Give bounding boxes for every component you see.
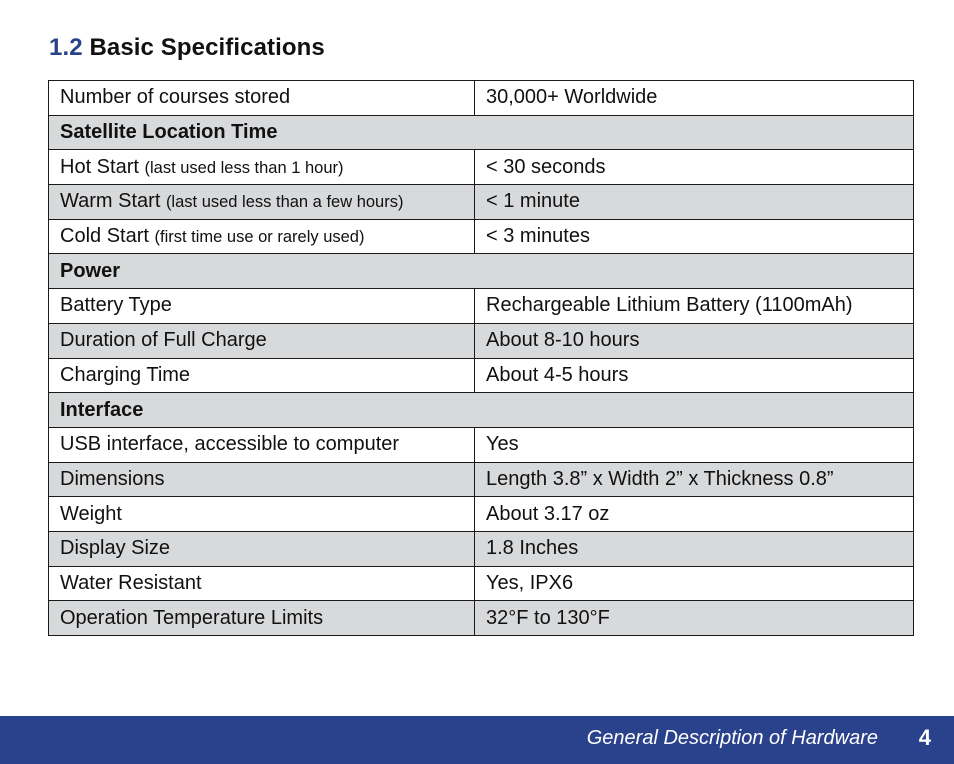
section-number: 1.2 — [49, 34, 83, 61]
section-label: Power — [49, 254, 914, 289]
table-row — [49, 566, 914, 601]
section-label: Interface — [49, 393, 914, 428]
section-row-satellite — [49, 115, 914, 150]
spec-label: Warm Start (last used less than a few hours) — [49, 185, 475, 220]
spec-label: Water Resistant — [49, 566, 475, 601]
spec-value: Yes — [475, 427, 914, 462]
spec-value: 32°F to 130°F — [475, 601, 914, 636]
table-row — [49, 358, 914, 393]
spec-label: Number of courses stored — [49, 81, 475, 116]
table-row — [49, 427, 914, 462]
spec-value: Length 3.8” x Width 2” x Thickness 0.8” — [475, 462, 914, 497]
table-row — [49, 323, 914, 358]
spec-label: Hot Start (last used less than 1 hour) — [49, 150, 475, 185]
spec-value: Yes, IPX6 — [475, 566, 914, 601]
spec-value: About 4-5 hours — [475, 358, 914, 393]
spec-label: USB interface, accessible to computer — [49, 427, 475, 462]
page-number: 4 — [918, 725, 931, 750]
spec-note: (last used less than 1 hour) — [144, 158, 344, 177]
spec-label: Dimensions — [49, 462, 475, 497]
table-row — [49, 289, 914, 324]
spec-note: (last used less than a few hours) — [165, 193, 404, 212]
specifications-table — [48, 80, 914, 636]
table-row — [49, 497, 914, 532]
table-row — [49, 462, 914, 497]
spec-value: 1.8 Inches — [475, 531, 914, 566]
spec-note: (first time use or rarely used) — [154, 228, 365, 247]
spec-value: About 3.17 oz — [475, 497, 914, 532]
spec-value: < 3 minutes — [475, 219, 914, 254]
spec-label: Cold Start (first time use or rarely used) — [49, 219, 475, 254]
section-title: Basic Specifications — [89, 34, 325, 61]
section-row-power — [49, 254, 914, 289]
spec-value: About 8-10 hours — [475, 323, 914, 358]
table-row — [49, 531, 914, 566]
footer-section-title: General Description of Hardware — [586, 727, 878, 749]
table-row — [49, 150, 914, 185]
spec-label: Battery Type — [49, 289, 475, 324]
table-row — [49, 601, 914, 636]
page-footer — [0, 716, 954, 764]
spec-label: Duration of Full Charge — [49, 323, 475, 358]
spec-label: Weight — [49, 497, 475, 532]
section-label: Satellite Location Time — [49, 115, 914, 150]
spec-value: 30,000+ Worldwide — [475, 81, 914, 116]
spec-value: < 1 minute — [475, 185, 914, 220]
table-row — [49, 81, 914, 116]
spec-value: < 30 seconds — [475, 150, 914, 185]
spec-label: Operation Temperature Limits — [49, 601, 475, 636]
spec-label: Charging Time — [49, 358, 475, 393]
table-row — [49, 219, 914, 254]
spec-label: Display Size — [49, 531, 475, 566]
section-heading — [49, 34, 325, 62]
section-row-interface — [49, 393, 914, 428]
spec-value: Rechargeable Lithium Battery (1100mAh) — [475, 289, 914, 324]
table-row — [49, 185, 914, 220]
